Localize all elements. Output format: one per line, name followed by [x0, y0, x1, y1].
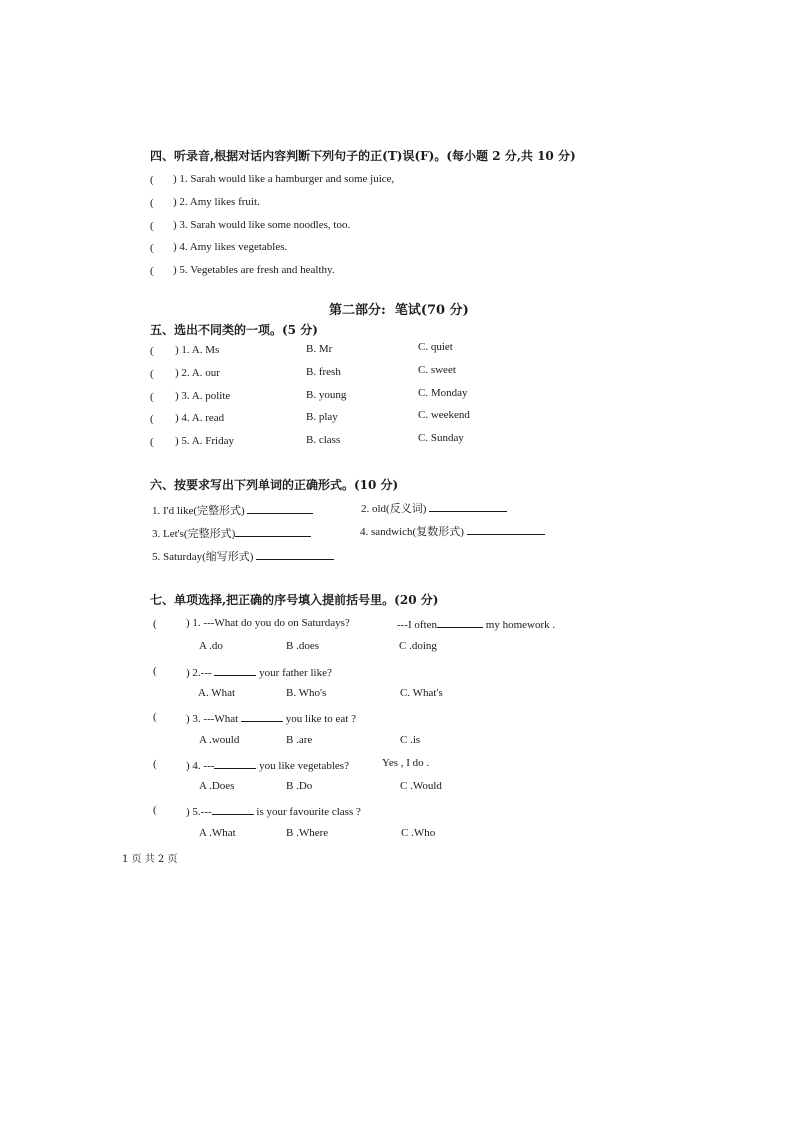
s4-item-4: ) 4. Amy likes vegetables.: [173, 241, 288, 253]
s7-q4-reply: Yes , I do .: [382, 757, 430, 769]
s7-q3-stem: [186, 711, 356, 725]
answer-paren: (: [153, 665, 157, 677]
answer-paren: (: [150, 436, 154, 448]
s7-q5-option-a: A .What: [199, 827, 236, 839]
s7-q4-option-a: A .Does: [199, 780, 235, 792]
section-5-heading: 五、选出不同类的一项。(5 分): [150, 323, 318, 337]
s7-q2-stem: [186, 665, 332, 679]
answer-paren: (: [150, 391, 154, 403]
answer-blank[interactable]: [437, 617, 483, 628]
section-6-heading: 六、按要求写出下列单词的正确形式。(10 分): [150, 478, 399, 492]
s6-q2-text: 2. old(反义词): [361, 503, 427, 515]
s7-q3-option-a: A .would: [199, 734, 240, 746]
s5-q1-a: ) 1. A. Ms: [175, 344, 220, 356]
s5-q4-b: B. play: [306, 411, 338, 423]
answer-paren: (: [150, 265, 154, 277]
answer-blank[interactable]: [247, 503, 313, 514]
answer-blank[interactable]: [235, 526, 311, 537]
s4-item-3: ) 3. Sarah would like some noodles, too.: [173, 219, 351, 231]
s7-q1-reply-end: my homework .: [485, 619, 556, 631]
s6-q3: [152, 526, 311, 540]
s6-q5-text: 5. Saturday(缩写形式): [152, 551, 254, 563]
s7-q1-option-a: A .do: [199, 640, 223, 652]
s7-q4-stem: [186, 758, 349, 772]
s7-q3-stem-text: ) 3. ---What: [186, 713, 239, 725]
s5-q5-c: C. Sunday: [418, 432, 464, 444]
s7-q2-option-b: B. Who's: [286, 687, 327, 699]
answer-blank[interactable]: [429, 501, 507, 512]
s7-q5-option-b: B .Where: [286, 827, 329, 839]
s5-q3-c: C. Monday: [418, 387, 468, 399]
s5-q5-a: ) 5. A. Friday: [175, 435, 234, 447]
part-2-title: 第二部分: 笔试(70 分): [329, 303, 469, 318]
answer-paren: (: [150, 345, 154, 357]
s7-q1-reply-text: ---I often: [397, 619, 438, 631]
s7-q2-stem-end: your father like?: [259, 667, 332, 679]
s5-q3-b: B. young: [306, 389, 347, 401]
s7-q1-stem: ) 1. ---What do you do on Saturdays?: [186, 617, 350, 629]
s5-q5-b: B. class: [306, 434, 341, 446]
s6-q5: [152, 549, 334, 563]
s7-q5-stem-text: ) 5.---: [186, 806, 212, 818]
s6-q3-text: 3. Let's(完整形式): [152, 528, 236, 540]
s5-q2-a: ) 2. A. our: [175, 367, 220, 379]
s7-q2-option-c: C. What's: [400, 687, 443, 699]
s4-item-2: ) 2. Amy likes fruit.: [173, 196, 260, 208]
answer-paren: (: [150, 174, 154, 186]
answer-blank[interactable]: [212, 804, 254, 815]
s7-q2-option-a: A. What: [198, 687, 236, 699]
s5-q3-a: ) 3. A. polite: [175, 390, 231, 402]
answer-paren: (: [153, 758, 157, 770]
s7-q4-stem-text: ) 4. ---: [186, 760, 215, 772]
section-4-heading: 四、听录音,根据对话内容判断下列句子的正(T)误(F)。(每小题 2 分,共 10 分): [150, 149, 576, 163]
s7-q1-option-b: B .does: [286, 640, 319, 652]
s7-q4-option-b: B .Do: [286, 780, 313, 792]
s7-q4-option-c: C .Would: [400, 780, 442, 792]
s5-q2-b: B. fresh: [306, 366, 341, 378]
answer-paren: (: [150, 242, 154, 254]
s5-q2-c: C. sweet: [418, 364, 456, 376]
s5-q4-a: ) 4. A. read: [175, 412, 225, 424]
s7-q2-stem-text: ) 2.---: [186, 667, 212, 679]
s7-q1-reply: [397, 617, 555, 631]
s7-q1-option-c: C .doing: [399, 640, 437, 652]
section-7-heading: 七、单项选择,把正确的序号填入提前括号里。(20 分): [150, 593, 439, 607]
answer-paren: (: [150, 220, 154, 232]
s6-q4-text: 4. sandwich(复数形式): [360, 526, 464, 538]
answer-paren: (: [150, 413, 154, 425]
answer-blank[interactable]: [214, 665, 256, 676]
answer-paren: (: [150, 197, 154, 209]
answer-paren: (: [153, 618, 157, 630]
s4-item-5: ) 5. Vegetables are fresh and healthy.: [173, 264, 335, 276]
answer-blank[interactable]: [241, 711, 283, 722]
s6-q2: [361, 501, 507, 515]
answer-blank[interactable]: [467, 524, 545, 535]
s5-q1-b: B. Mr: [306, 343, 333, 355]
s7-q5-stem: [186, 804, 361, 818]
answer-paren: (: [153, 804, 157, 816]
answer-blank[interactable]: [256, 549, 334, 560]
answer-paren: (: [153, 711, 157, 723]
page-footer: 1 页 共 2 页: [122, 854, 178, 865]
answer-paren: (: [150, 368, 154, 380]
s6-q4: [360, 524, 545, 538]
s4-item-1: ) 1. Sarah would like a hamburger and some juice,: [173, 173, 395, 185]
s7-q3-option-b: B .are: [286, 734, 313, 746]
answer-blank[interactable]: [214, 758, 256, 769]
s7-q3-option-c: C .is: [400, 734, 421, 746]
s7-q5-stem-end: is your favourite class ?: [256, 806, 361, 818]
s7-q4-stem-end: you like vegetables?: [259, 760, 349, 772]
s5-q1-c: C. quiet: [418, 341, 453, 353]
s5-q4-c: C. weekend: [418, 409, 470, 421]
s7-q5-option-c: C .Who: [401, 827, 436, 839]
s6-q1: [152, 503, 313, 517]
s6-q1-text: 1. I'd like(完整形式): [152, 505, 245, 517]
s7-q3-stem-end: you like to eat ?: [285, 713, 356, 725]
